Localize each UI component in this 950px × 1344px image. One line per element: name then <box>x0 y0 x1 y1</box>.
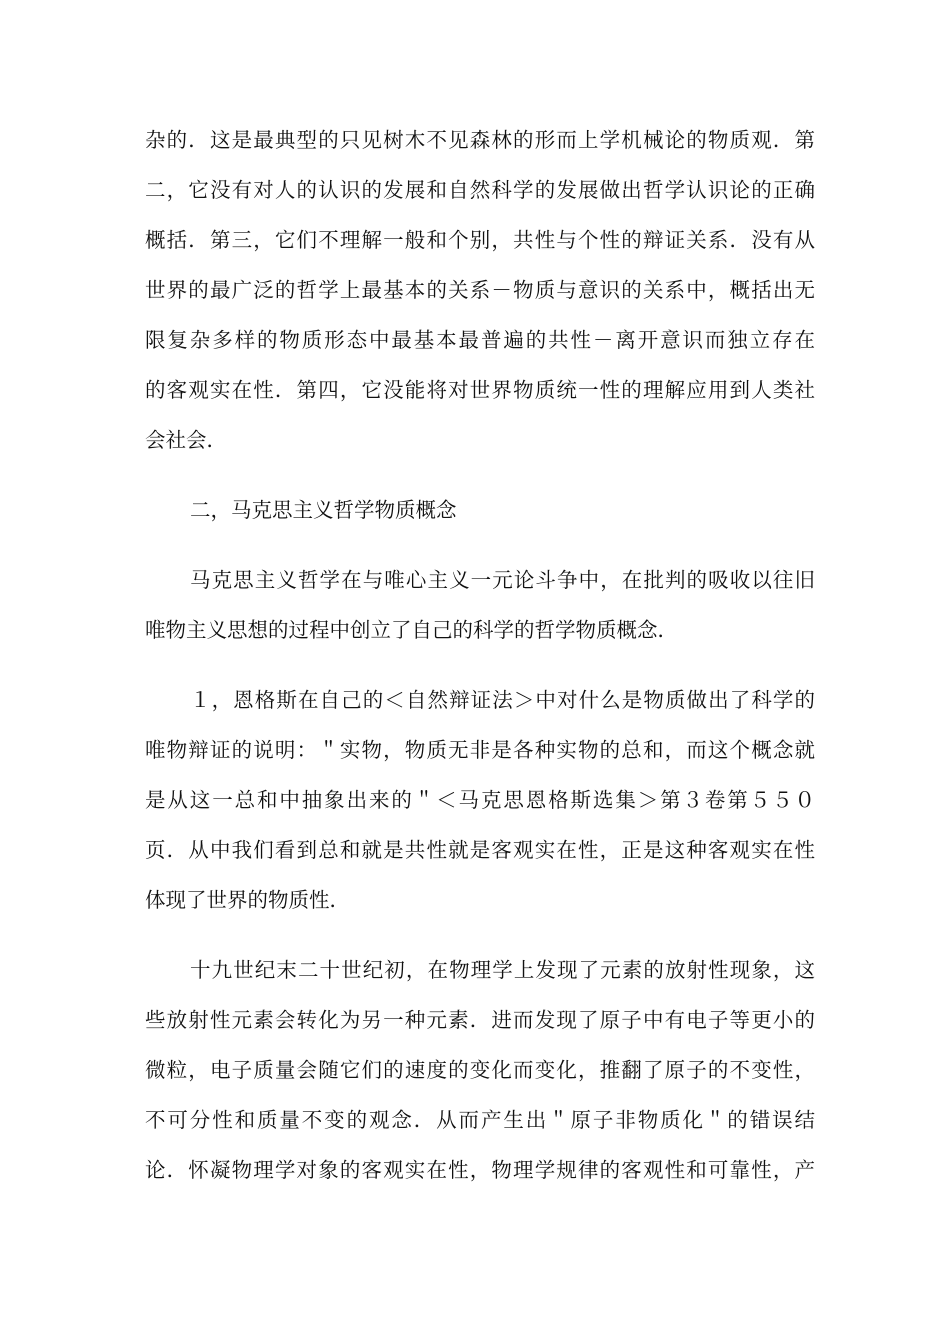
text-line: 体现了世界的物质性． <box>145 888 350 912</box>
text-line: 唯物辩证的说明：＂实物，物质无非是各种实物的总和，而这个概念就 <box>145 738 815 762</box>
text-line: 是从这一总和中抽象出来的＂＜马克思恩格斯选集＞第３卷第５５０ <box>145 788 815 812</box>
text-line: 论．怀凝物理学对象的客观实在性，物理学规律的客观性和可靠性，产 <box>145 1158 815 1182</box>
section-heading: 二，马克思主义哲学物质概念 <box>190 498 457 522</box>
text-line: １，恩格斯在自己的＜自然辩证法＞中对什么是物质做出了科学的 <box>190 688 815 712</box>
text-line: 微粒，电子质量会随它们的速度的变化而变化，推翻了原子的不变性， <box>145 1058 815 1082</box>
text-line: 马克思主义哲学在与唯心主义一元论斗争中，在批判的吸收以往旧 <box>190 568 815 592</box>
text-line: 些放射性元素会转化为另一种元素．进而发现了原子中有电子等更小的 <box>145 1008 815 1032</box>
text-line: 杂的．这是最典型的只见树木不见森林的形而上学机械论的物质观．第 <box>145 128 815 152</box>
text-line: 十九世纪末二十世纪初，在物理学上发现了元素的放射性现象，这 <box>190 958 815 982</box>
text-line: 世界的最广泛的哲学上最基本的关系－物质与意识的关系中，概括出无 <box>145 278 815 302</box>
text-line: 限复杂多样的物质形态中最基本最普遍的共性－离开意识而独立存在 <box>145 328 815 352</box>
text-line: 的客观实在性．第四，它没能将对世界物质统一性的理解应用到人类社 <box>145 378 815 402</box>
text-line: 页．从中我们看到总和就是共性就是客观实在性，正是这种客观实在性 <box>145 838 815 862</box>
text-line: 概括．第三，它们不理解一般和个别，共性与个性的辩证关系．没有从 <box>145 228 815 252</box>
text-line: 不可分性和质量不变的观念．从而产生出＂原子非物质化＂的错误结 <box>145 1108 815 1132</box>
text-line: 唯物主义思想的过程中创立了自己的科学的哲学物质概念． <box>145 618 678 642</box>
text-line: 会社会． <box>145 428 227 452</box>
text-line: 二，它没有对人的认识的发展和自然科学的发展做出哲学认识论的正确 <box>145 178 815 202</box>
